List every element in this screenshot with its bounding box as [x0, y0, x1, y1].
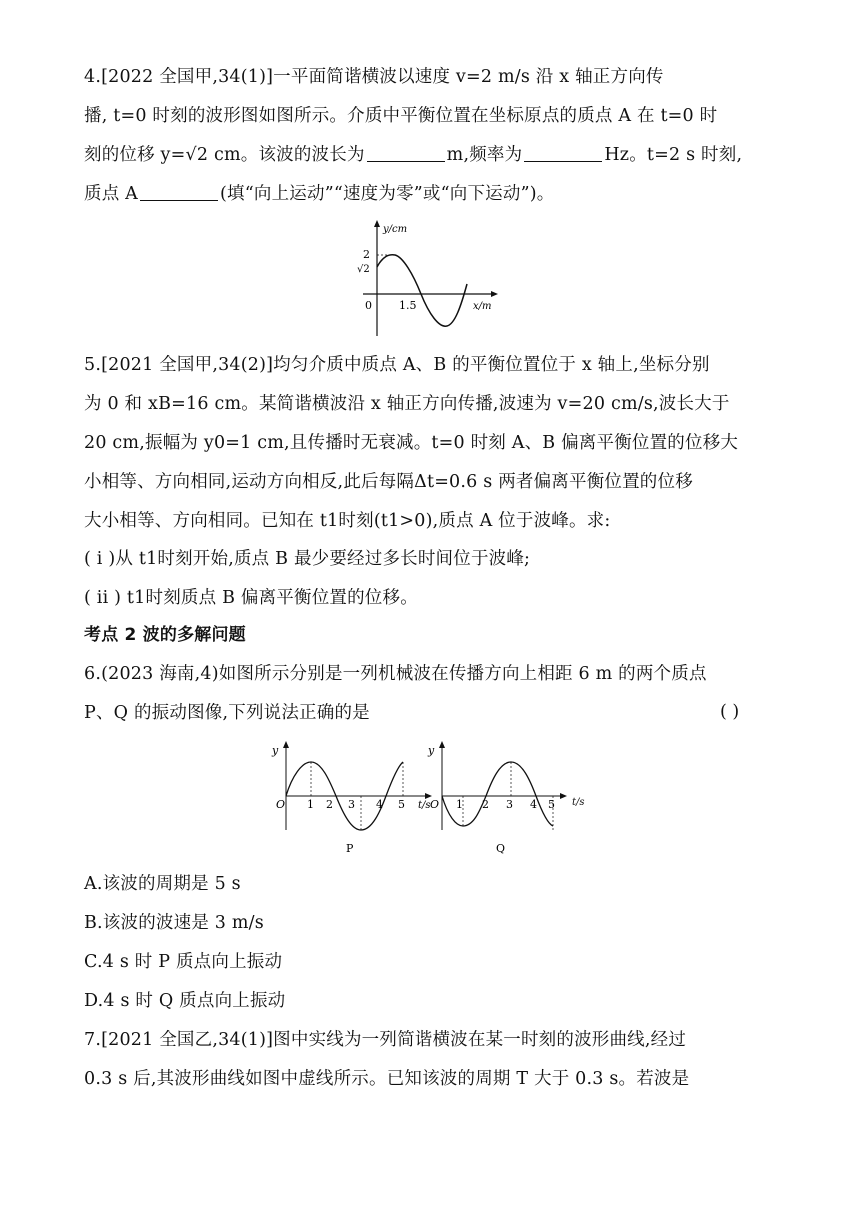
q-tick-2: 2: [482, 798, 489, 811]
q4-tick-1-5: 1.5: [399, 299, 417, 312]
answer-blank-frequency[interactable]: [524, 145, 602, 162]
q4-line3-text-c: Hz。t=2 s 时刻,: [604, 145, 743, 165]
q5-line5: 大小相等、方向相同。已知在 t1时刻(t1>0),质点 A 位于波峰。求:: [84, 511, 611, 531]
q4-line3-text-a: 刻的位移 y=√2 cm。该波的波长为: [84, 145, 365, 165]
x-axis-arrow-icon: [491, 291, 498, 297]
q-tick-1: 1: [456, 798, 463, 811]
q5-line3: 20 cm,振幅为 y0=1 cm,且传播时无衰减。t=0 时刻 A、B 偏离平衡位置的位移大: [84, 433, 739, 453]
q5-line1: 5.[2021 全国甲,34(2)]均匀介质中质点 A、B 的平衡位置位于 x 轴上,坐标分别: [84, 355, 710, 375]
q-tick-4: 4: [530, 798, 537, 811]
q4-x-label: x/m: [473, 301, 492, 312]
q4-line3: [84, 144, 742, 166]
p-y-label: y: [272, 744, 279, 757]
q6-line1: 6.(2023 海南,4)如图所示分别是一列机械波在传播方向上相距 6 m 的两个质点: [84, 664, 707, 684]
q4-line3-text-b: m,频率为: [446, 145, 523, 165]
option-c[interactable]: C.4 s 时 P 质点向上振动: [84, 952, 283, 972]
answer-blank-wavelength[interactable]: [367, 145, 445, 162]
q4-line4-text-a: 质点 A: [84, 184, 139, 204]
graph-q: [427, 741, 567, 855]
q4-origin: 0: [365, 299, 372, 312]
q4-tick-sqrt2: √2: [357, 264, 370, 275]
q5-line7: ( ii ) t1时刻质点 B 偏离平衡位置的位移。: [84, 588, 418, 608]
q5-line4: 小相等、方向相同,运动方向相反,此后每隔Δt=0.6 s 两者偏离平衡位置的位移: [84, 472, 693, 492]
p-tick-4: 4: [376, 798, 383, 811]
p-tick-5: 5: [398, 798, 405, 811]
q-origin: O: [430, 798, 440, 811]
q4-line2: 播, t=0 时刻的波形图如图所示。介质中平衡位置在坐标原点的质点 A 在 t=0 时: [84, 106, 718, 126]
q4-line4: [84, 183, 554, 205]
section-heading: 考点 2 波的多解问题: [84, 625, 246, 645]
y-axis-arrow-icon: [374, 220, 380, 227]
option-d[interactable]: D.4 s 时 Q 质点向上振动: [84, 991, 286, 1011]
q-tick-5: 5: [548, 798, 555, 811]
q-y-arrow-icon: [439, 741, 445, 748]
p-y-arrow-icon: [283, 741, 289, 748]
option-b[interactable]: B.该波的波速是 3 m/s: [84, 913, 264, 933]
option-a[interactable]: A.该波的周期是 5 s: [84, 874, 241, 894]
answer-blank-motion[interactable]: [140, 184, 218, 201]
caption-p: P: [346, 842, 354, 855]
q7-line1: 7.[2021 全国乙,34(1)]图中实线为一列简谐横波在某一时刻的波形曲线,经过: [84, 1030, 687, 1050]
q5-line2: 为 0 和 xB=16 cm。某简谐横波沿 x 轴正方向传播,波速为 v=20 cm/s,波长大于: [84, 394, 730, 414]
q4-line4-text-b: (填“向上运动”“速度为零”或“向下运动”)。: [220, 184, 555, 204]
p-tick-3: 3: [348, 798, 355, 811]
p-tick-2: 2: [326, 798, 333, 811]
q-t-arrow-icon: [560, 793, 567, 799]
q6-line2: P、Q 的振动图像,下列说法正确的是: [84, 703, 370, 723]
wave-curve: [377, 255, 467, 326]
q-tick-3: 3: [506, 798, 513, 811]
q6-vibration-figure: [268, 738, 568, 858]
q-y-label: y: [428, 744, 435, 757]
answer-bracket[interactable]: ( ): [720, 702, 740, 722]
q4-y-label: y/cm: [383, 224, 408, 235]
q5-line6: ( i )从 t1时刻开始,质点 B 最少要经过多长时间位于波峰;: [84, 549, 531, 569]
graph-p: [271, 741, 432, 855]
caption-q: Q: [496, 842, 506, 855]
p-t-label: t/s: [418, 800, 431, 811]
q-t-label: t/s: [572, 797, 585, 808]
q7-line2: 0.3 s 后,其波形曲线如图中虚线所示。已知该波的周期 T 大于 0.3 s。若波是: [84, 1069, 690, 1089]
p-origin: O: [276, 798, 286, 811]
q4-tick-2: 2: [363, 248, 370, 261]
q4-wave-figure: [355, 218, 505, 338]
q-curve: [442, 762, 553, 826]
q4-line1: 4.[2022 全国甲,34(1)]一平面简谐横波以速度 v=2 m/s 沿 x 轴正方向传: [84, 67, 664, 87]
p-tick-1: 1: [307, 798, 314, 811]
